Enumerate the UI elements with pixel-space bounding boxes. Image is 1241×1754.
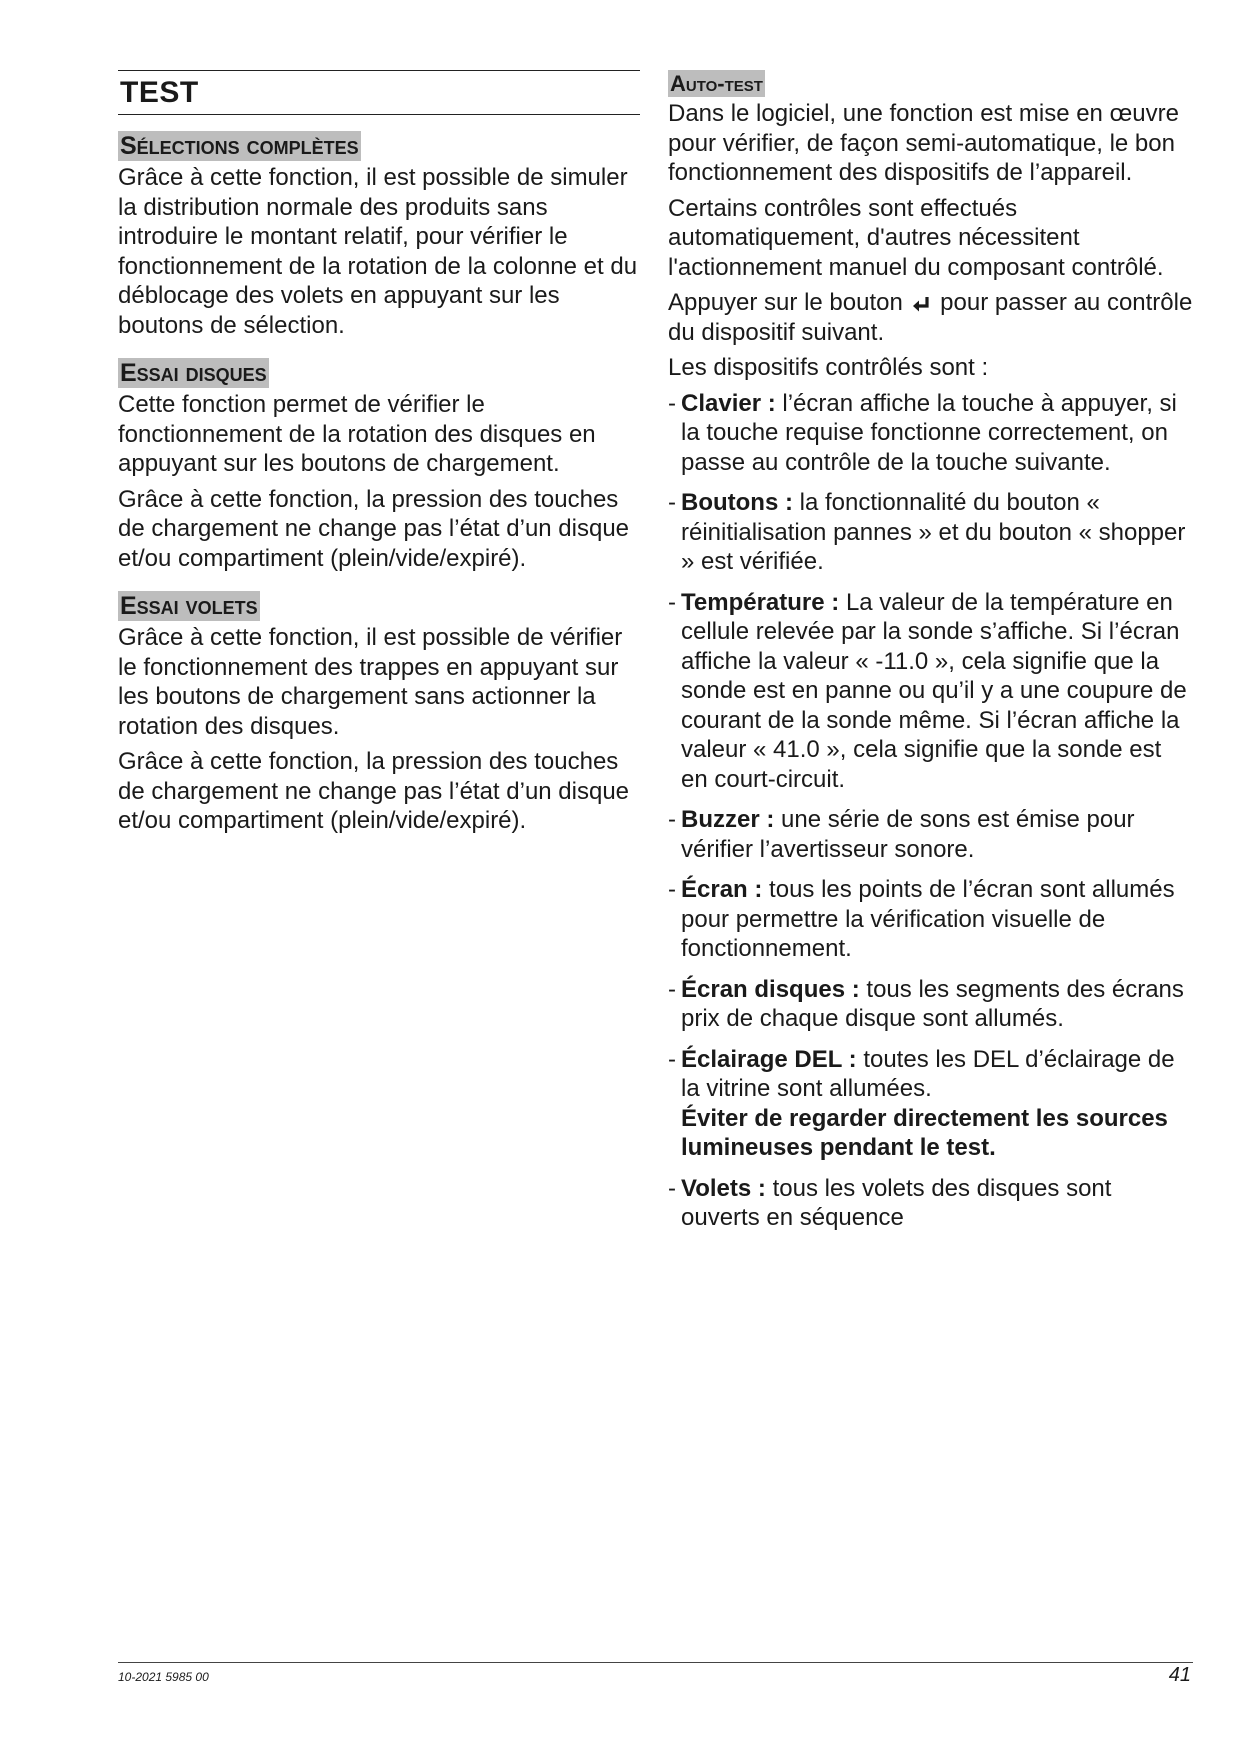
item-key: Éclairage DEL : <box>681 1045 857 1073</box>
page-number: 41 <box>1168 1664 1191 1686</box>
item-key: Boutons : <box>681 489 793 516</box>
section-heading: Essai disques <box>120 359 267 387</box>
list-item: - Boutons : la fonctionnalité du bouton « réinitialisation pannes » et du bouton « shopper » est vérifiée. <box>668 489 1186 575</box>
list-intro: Les dispositifs contrôlés sont : <box>668 354 989 381</box>
list-item: - Volets : tous les volets des disques sont ouverts en séquence <box>668 1174 1112 1231</box>
section-paragraph: Cette fonction permet de vérifier le fonctionnement de la rotation des disques en appuyant sur les boutons de chargement. <box>118 391 596 477</box>
item-key: Écran : <box>681 876 763 903</box>
item-text: tous les points de l’écran sont allumés pour permettre la vérification visuelle de fonctionnement. <box>681 876 1175 962</box>
item-text: tous les volets des disques sont ouverts en séquence <box>681 1174 1112 1231</box>
document-code: 10-2021 5985 00 <box>118 1670 209 1684</box>
section-essai-volets <box>118 591 640 836</box>
section-paragraph: Grâce à cette fonction, la pression des touches de chargement ne change pas l’état d’un disque et/ou compartiment (plein/vide/expiré). <box>118 748 630 834</box>
item-key: Clavier : <box>681 389 776 417</box>
button-instruction <box>668 288 1193 347</box>
item-text: une série de sons est émise pour vérifier l’avertisseur sonore. <box>681 806 1135 863</box>
section-heading: Essai volets <box>120 592 258 620</box>
list-item: - Température : La valeur de la température en cellule relevée par la sonde s’affiche. Si l’écran affiche la valeur « -11.0 », cela signifie que la sonde est en panne ou qu’il y a une coupure de courant de la sonde même. Si l’écran affiche la valeur « 41.0 », cela signifie que la sonde est en court-circuit. <box>668 588 1187 793</box>
right-column <box>668 70 1193 1244</box>
item-text: la fonctionnalité du bouton « réinitialisation pannes » et du bouton « shopper » est vérifiée. <box>681 489 1186 575</box>
item-key: Écran disques : <box>681 975 860 1003</box>
left-column <box>118 70 640 854</box>
section-paragraph: Grâce à cette fonction, il est possible de simuler la distribution normale des produits sans introduire le montant relatif, pour vérifier le fonctionnement de la rotation de la colonne et du déblocage des volets en appuyant sur les boutons de sélection. <box>118 164 638 339</box>
section-essai-disques <box>118 358 640 573</box>
button-instruction-after: pour passer au contrôle du dispositif suivant. <box>668 289 1193 346</box>
item-text: toutes les DEL d’éclairage de la vitrine sont allumées. <box>681 1045 1175 1102</box>
footer-divider <box>118 1662 1193 1663</box>
list-item: - Clavier : l’écran affiche la touche à appuyer, si la touche requise fonctionne correctement, on passe au contrôle de la touche suivante. <box>668 389 1177 476</box>
section-selections-completes <box>118 131 640 340</box>
list-item: - Écran : tous les points de l’écran sont allumés pour permettre la vérification visuelle de fonctionnement. <box>668 876 1175 962</box>
item-text: La valeur de la température en cellule relevée par la sonde s’affiche. Si l’écran affiche la valeur « -11.0 », cela signifie que la sonde est en panne ou qu’il y a une coupure de courant de la sonde même. Si l’écran affiche la valeur « 41.0 », cela signifie que la sonde est en court-circuit. <box>681 588 1187 793</box>
auto-test-paragraph: Certains contrôles sont effectués automatiquement, d'autres nécessitent l'actionnement manuel du composant contrôlé. <box>668 194 1164 281</box>
enter-key-icon <box>912 294 932 314</box>
item-key: Volets : <box>681 1174 766 1202</box>
page-title: TEST <box>118 70 640 115</box>
item-key: Température : <box>681 588 840 616</box>
section-paragraph: Grâce à cette fonction, la pression des touches de chargement ne change pas l’état d’un disque et/ou compartiment (plein/vide/expiré). <box>118 485 630 572</box>
auto-test-paragraph: Dans le logiciel, une fonction est mise en œuvre pour vérifier, de façon semi-automatique, le bon fonctionnement des dispositifs de l’appareil. <box>668 100 1179 186</box>
item-key: Buzzer : <box>681 806 775 833</box>
list-item: - Écran disques : tous les segments des écrans prix de chaque disque sont allumés. <box>668 975 1184 1032</box>
item-text: tous les segments des écrans prix de chaque disque sont allumés. <box>681 975 1184 1032</box>
safety-warning: Éviter de regarder directement les sources lumineuses pendant le test. <box>681 1104 1168 1161</box>
section-heading-auto-test: Auto-test <box>670 71 763 96</box>
device-check-list <box>668 389 1193 1233</box>
button-instruction-before: Appuyer sur le bouton <box>668 289 903 316</box>
item-text: l’écran affiche la touche à appuyer, si la touche requise fonctionne correctement, on passe au contrôle de la touche suivante. <box>681 389 1177 476</box>
section-paragraph: Grâce à cette fonction, il est possible de vérifier le fonctionnement des trappes en appuyant sur les boutons de chargement sans actionner la rotation des disques. <box>118 624 623 740</box>
list-item: - Éclairage DEL : toutes les DEL d’éclairage de la vitrine sont allumées. Éviter de regarder directement les sources lumineuses pendant le test. <box>668 1045 1193 1163</box>
list-item: - Buzzer : une série de sons est émise pour vérifier l’avertisseur sonore. <box>668 806 1135 863</box>
section-heading: Sélections complètes <box>120 132 359 160</box>
